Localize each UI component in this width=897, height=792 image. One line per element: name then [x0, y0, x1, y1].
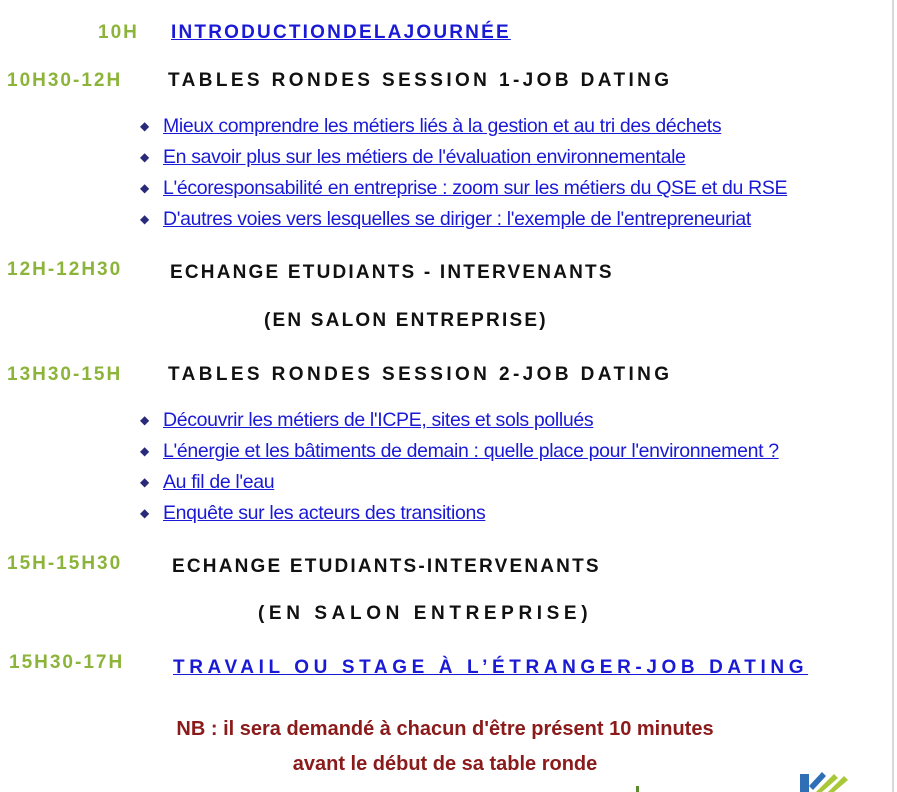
page-border-line — [892, 0, 894, 792]
round-table-link[interactable]: Enquête sur les acteurs des transitions — [163, 502, 486, 524]
diamond-bullet-icon: ◆ — [140, 181, 150, 195]
diamond-bullet-icon: ◆ — [140, 150, 150, 164]
time-slot: 10H30-12H — [7, 70, 123, 91]
round-table-link[interactable]: Au fil de l'eau — [163, 471, 275, 493]
session-title-link[interactable]: INTRODUCTIONDELAJOURNÉE — [171, 22, 511, 43]
round-table-link[interactable]: D'autres voies vers lesquelles se diriger : l'exemple de l'entrepreneuriat — [163, 208, 751, 230]
diamond-bullet-icon: ◆ — [140, 444, 150, 458]
list-item — [140, 439, 779, 470]
session-subtitle: (EN SALON ENTREPRISE) — [264, 310, 548, 331]
diamond-bullet-icon: ◆ — [140, 475, 150, 489]
diamond-bullet-icon: ◆ — [140, 212, 150, 226]
round-table-link[interactable]: Découvrir les métiers de l'ICPE, sites et sols pollués — [163, 409, 594, 431]
session-subtitle: (EN SALON ENTREPRISE) — [258, 603, 593, 624]
decorative-mark — [636, 786, 639, 792]
list-item — [140, 176, 787, 207]
time-slot: 13H30-15H — [7, 364, 123, 385]
diamond-bullet-icon: ◆ — [140, 506, 150, 520]
list-item — [140, 207, 787, 238]
round-table-link[interactable]: Mieux comprendre les métiers liés à la gestion et au tri des déchets — [163, 115, 722, 137]
list-item — [140, 408, 779, 439]
session-title: ECHANGE ETUDIANTS - INTERVENANTS — [170, 262, 614, 283]
time-slot: 10H — [98, 22, 139, 43]
round-table-list — [140, 114, 787, 238]
list-item — [140, 145, 787, 176]
note-line: avant le début de sa table ronde — [292, 753, 598, 775]
round-table-link[interactable]: L'énergie et les bâtiments de demain : quelle place pour l'environnement ? — [163, 440, 779, 462]
session-title: ECHANGE ETUDIANTS-INTERVENANTS — [172, 556, 601, 577]
time-slot: 15H-15H30 — [7, 553, 123, 574]
session-title-link[interactable]: TRAVAIL OU STAGE À L’ÉTRANGER-JOB DATING — [173, 657, 809, 678]
round-table-link[interactable]: En savoir plus sur les métiers de l'évaluation environnementale — [163, 146, 686, 168]
session-title: TABLES RONDES SESSION 1-JOB DATING — [168, 70, 673, 91]
session-title: TABLES RONDES SESSION 2-JOB DATING — [168, 364, 673, 385]
note-line: NB : il sera demandé à chacun d'être présent 10 minutes — [176, 718, 714, 740]
round-table-list — [140, 408, 779, 532]
diamond-bullet-icon: ◆ — [140, 119, 150, 133]
round-table-link[interactable]: L'écoresponsabilité en entreprise : zoom sur les métiers du QSE et du RSE — [163, 177, 788, 199]
diamond-bullet-icon: ◆ — [140, 413, 150, 427]
list-item — [140, 114, 787, 145]
organization-logo-icon — [800, 768, 850, 792]
list-item — [140, 470, 779, 501]
list-item — [140, 501, 779, 532]
time-slot: 15H30-17H — [9, 652, 125, 673]
time-slot: 12H-12H30 — [7, 259, 123, 280]
